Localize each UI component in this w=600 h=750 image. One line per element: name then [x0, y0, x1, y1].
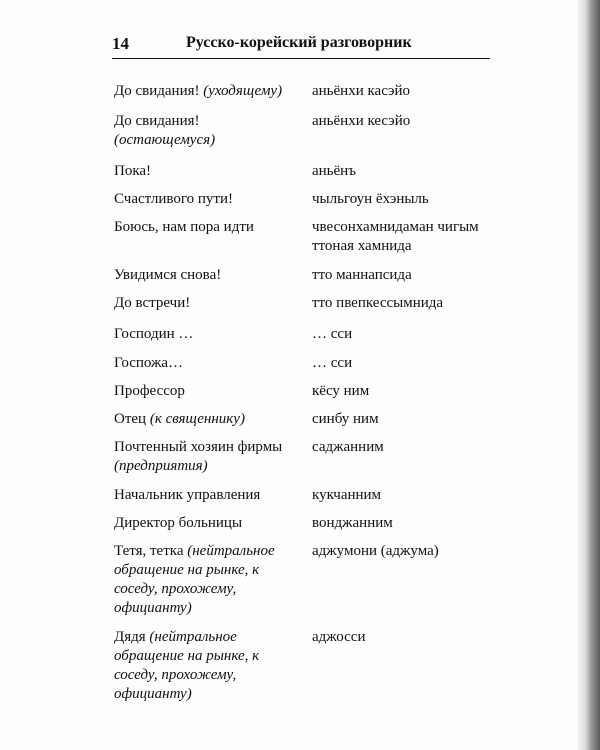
korean-transliteration: саджанним: [312, 439, 384, 455]
russian-phrase: Почтенный хозяин фирмы (предприятия): [114, 439, 283, 474]
page-edge-shadow: [578, 0, 600, 750]
phrase-entry: [114, 325, 504, 354]
running-title: Русско-корейский разговорник: [186, 34, 412, 51]
russian-phrase: Отец (к священнику): [114, 411, 245, 427]
russian-phrase: До свидания! (остающемуся): [114, 113, 216, 148]
phrase-entry: [114, 294, 504, 325]
russian-phrase: До встречи!: [114, 295, 191, 311]
korean-transliteration: … сси: [312, 355, 353, 371]
russian-phrase: Тетя, тетка (нейтральное обращение на рынке, к соседу, прохожему, официанту): [114, 543, 275, 616]
russian-phrase: Профессор: [114, 383, 185, 399]
page-number: 14: [112, 34, 129, 53]
russian-phrase: Дядя (нейтральное обращение на рынке, к соседу, прохожему, официанту): [114, 629, 260, 702]
phrase-entry: [114, 514, 504, 542]
russian-phrase: Господин …: [114, 326, 194, 342]
russian-phrase: Пока!: [114, 163, 152, 179]
phrase-entry: [114, 82, 504, 112]
header-rule: [112, 58, 490, 59]
korean-transliteration: аджумони (аджума): [312, 543, 439, 559]
phrase-entry: [114, 190, 504, 218]
russian-phrase: До свидания! (уходящему): [114, 83, 283, 99]
korean-transliteration: тто пвепкессымнида: [312, 295, 444, 311]
phrase-entry: [114, 438, 504, 486]
usage-note: (нейтральное обращение на рынке, к соседу, прохожему, официанту): [114, 629, 260, 702]
korean-transliteration: аньёнхи кесэйо: [312, 113, 411, 129]
russian-phrase: Директор больницы: [114, 515, 243, 531]
phrase-list: [114, 82, 504, 714]
korean-transliteration: чыльгоун ёхэныль: [312, 191, 429, 207]
korean-transliteration: кукчанним: [312, 487, 382, 503]
phrase-entry: [114, 486, 504, 514]
phrase-entry: [114, 542, 504, 628]
usage-note: (предприятия): [114, 458, 208, 474]
korean-transliteration: … сси: [312, 326, 353, 342]
korean-transliteration: кёсу ним: [312, 383, 370, 399]
phrase-entry: [114, 266, 504, 294]
russian-phrase: Боюсь, нам пора идти: [114, 219, 254, 235]
phrase-entry: [114, 382, 504, 410]
usage-note: (к священнику): [149, 411, 245, 427]
usage-note: (остающемуся): [114, 132, 216, 148]
phrase-entry: [114, 218, 504, 266]
russian-phrase: Начальник управления: [114, 487, 261, 503]
korean-transliteration: чвесонхамнидаман чигым ттоная хамнида: [312, 219, 479, 254]
korean-transliteration: синбу ним: [312, 411, 379, 427]
phrase-entry: [114, 162, 504, 190]
usage-note: (нейтральное обращение на рынке, к соседу, прохожему, официанту): [114, 543, 275, 616]
phrase-entry: [114, 112, 504, 162]
russian-phrase: Госпожа…: [114, 355, 184, 371]
phrase-entry: [114, 354, 504, 382]
korean-transliteration: вонджанним: [312, 515, 393, 531]
usage-note: (уходящему): [203, 83, 283, 99]
korean-transliteration: тто маннапсида: [312, 267, 412, 283]
page-header: [112, 34, 490, 60]
russian-phrase: Увидимся снова!: [114, 267, 222, 283]
korean-transliteration: аньёнхи касэйо: [312, 83, 411, 99]
phrase-entry: [114, 628, 504, 714]
russian-phrase: Счастливого пути!: [114, 191, 233, 207]
korean-transliteration: аньёнъ: [312, 163, 356, 179]
phrase-entry: [114, 410, 504, 438]
korean-transliteration: аджосси: [312, 629, 366, 645]
